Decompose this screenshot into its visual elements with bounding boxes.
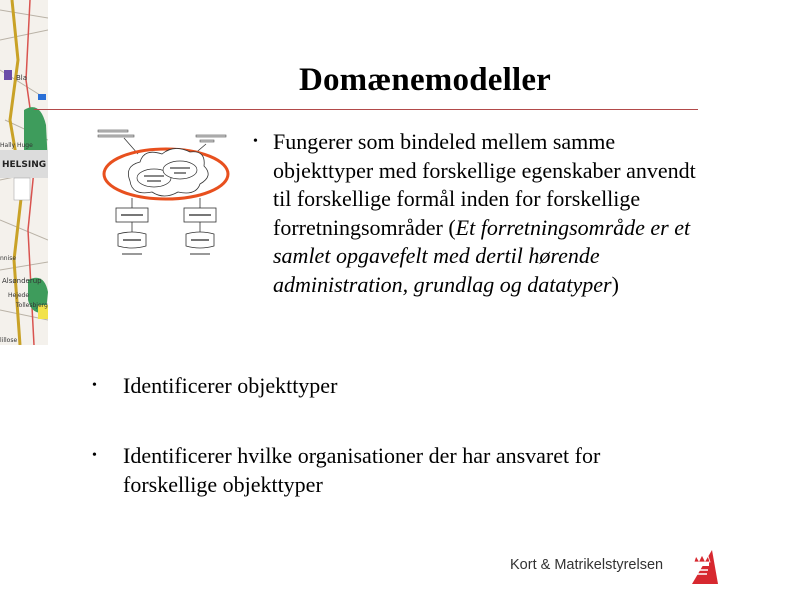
bullet-dot: • [253, 134, 258, 149]
crown-logo-icon [678, 548, 718, 584]
bullet-text-close: ) [611, 271, 619, 297]
title-divider [34, 109, 698, 110]
map-label: Hally Huge [0, 142, 33, 149]
slide-title: Domænemodeller [298, 62, 552, 98]
map-label: Alsønderup [2, 277, 42, 285]
map-label: Tollesbjerg [16, 302, 48, 309]
map-label: Bla [16, 74, 28, 82]
bullet-text-plain: Fungerer som bindeled mellem samme objekttyper med forskellige egenskaber anvendt til forskellige formål inden for forskellige forretningsområder ( [273, 129, 696, 240]
bullet-text: Identificerer objekttyper [123, 373, 338, 398]
map-strip-image [0, 0, 48, 345]
bullet-dot: • [92, 378, 97, 393]
map-label: Hejede [8, 292, 30, 299]
bullet-text: Identificerer hvilke organisationer der har ansvaret for forskellige objekttyper [123, 443, 601, 497]
brand-name: Kort & Matrikelstyrelsen [510, 557, 664, 573]
bullet-dot: • [92, 448, 97, 463]
bullet-text-definition: Et forretningsområde er et samlet opgavefelt med dertil hørende administration, grundlag og datatyper [273, 214, 691, 297]
map-label: HELSING [2, 160, 47, 170]
map-label: lillose [0, 337, 18, 344]
footer-logo [510, 548, 720, 584]
domain-model-diagram [96, 126, 236, 262]
map-label: nnise [0, 255, 17, 262]
bullet-text [273, 128, 701, 299]
